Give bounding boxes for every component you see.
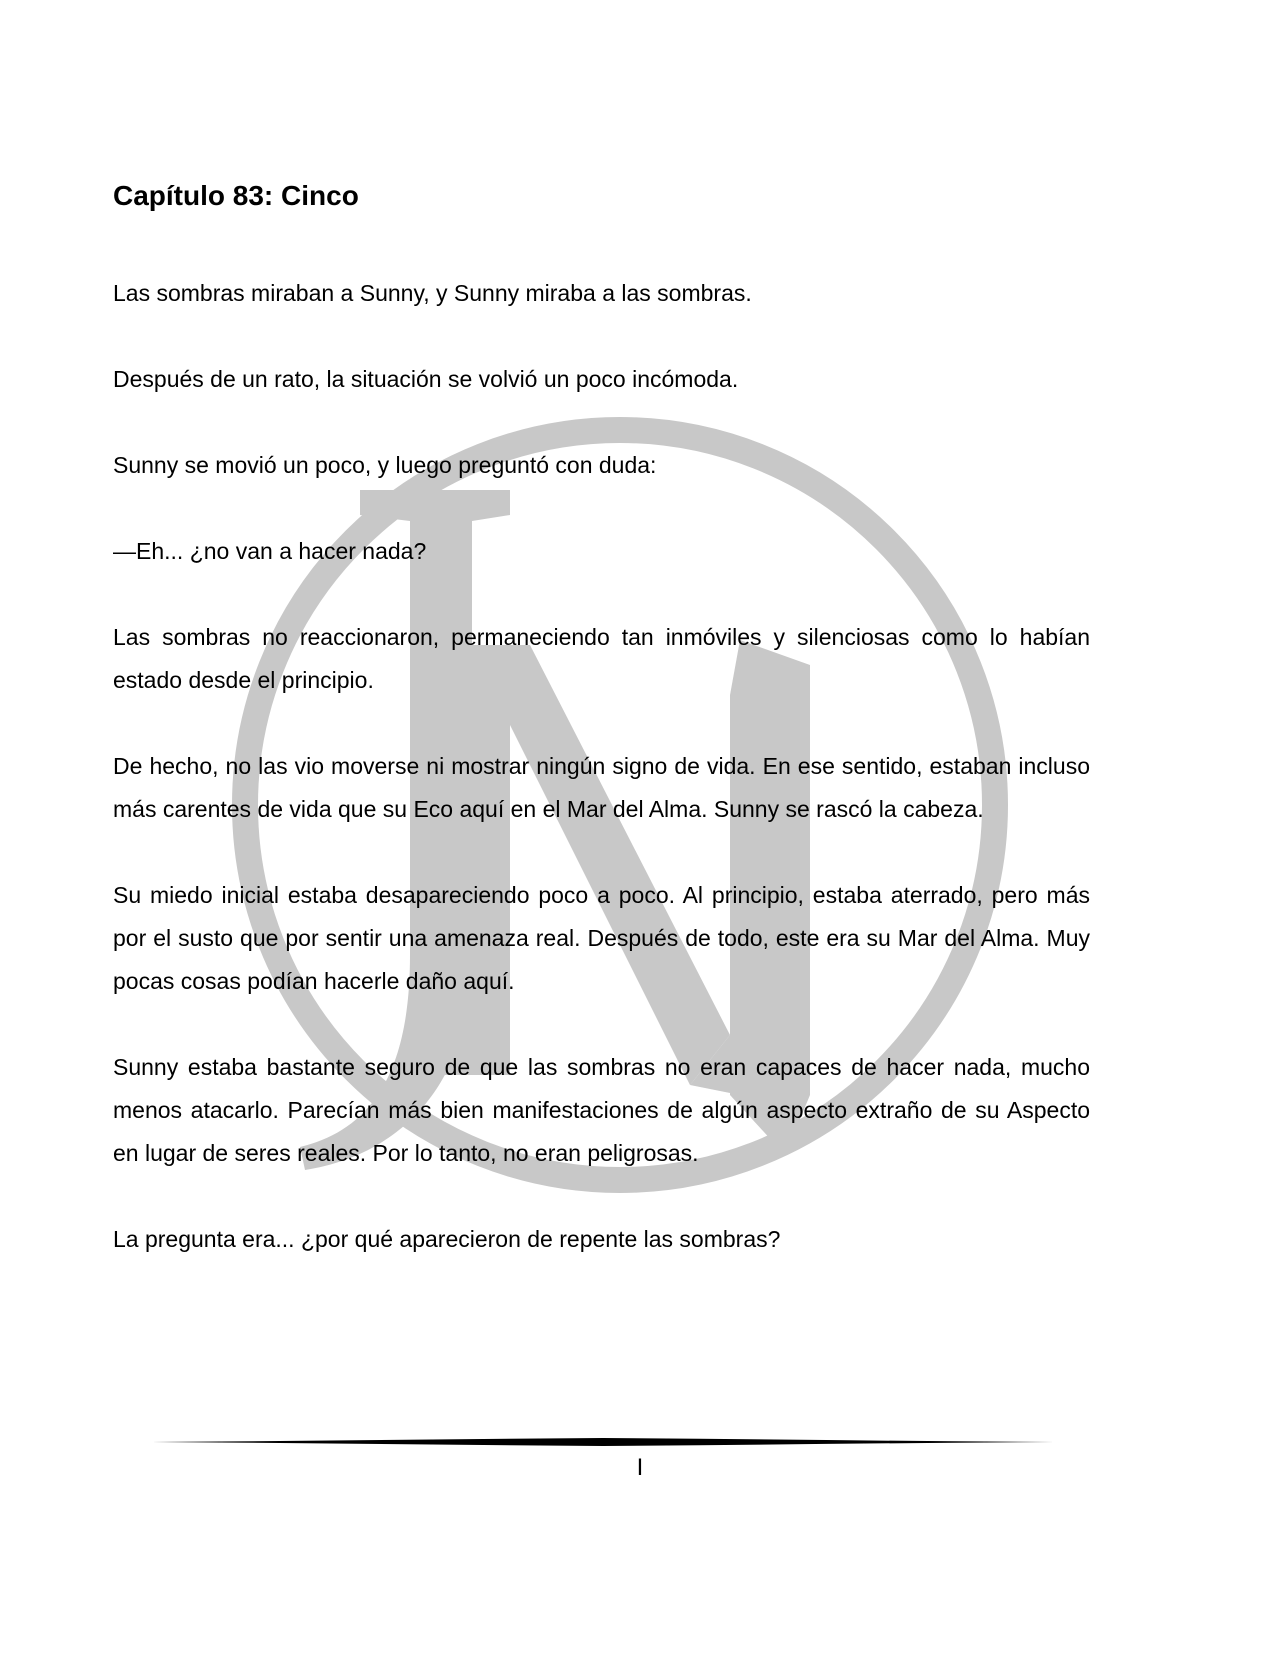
- paragraph: Sunny se movió un poco, y luego preguntó con duda:: [113, 452, 657, 478]
- paragraph: Después de un rato, la situación se volvió un poco incómoda.: [113, 366, 739, 392]
- document-body: [113, 178, 1090, 1261]
- paragraph: —Eh... ¿no van a hacer nada?: [113, 538, 427, 564]
- paragraph: Sunny estaba bastante seguro de que las sombras no eran capaces de hacer nada, mucho menos atacarlo. Parecían más bien manifestaciones de algún aspecto extraño de su Aspecto en lugar de seres reales. Por lo tanto, no eran peligrosas.: [113, 1054, 1090, 1166]
- footer-divider: [152, 1436, 1054, 1448]
- paragraph: De hecho, no las vio moverse ni mostrar ningún signo de vida. En ese sentido, estaban incluso más carentes de vida que su Eco aquí en el Mar del Alma. Sunny se rascó la cabeza.: [113, 753, 1090, 822]
- paragraph: Las sombras miraban a Sunny, y Sunny miraba a las sombras.: [113, 280, 752, 306]
- paragraph: Las sombras no reaccionaron, permaneciendo tan inmóviles y silenciosas como lo habían estado desde el principio.: [113, 624, 1090, 693]
- paragraph: Su miedo inicial estaba desapareciendo poco a poco. Al principio, estaba aterrado, pero más por el susto que por sentir una amenaza real. Después de todo, este era su Mar del Alma. Muy pocas cosas podían hacerle daño aquí.: [113, 882, 1090, 994]
- paragraph: La pregunta era... ¿por qué aparecieron de repente las sombras?: [113, 1226, 781, 1252]
- chapter-title: Capítulo 83: Cinco: [113, 180, 359, 211]
- paragraph-list: [113, 272, 1090, 1261]
- page-number: I: [636, 1454, 644, 1481]
